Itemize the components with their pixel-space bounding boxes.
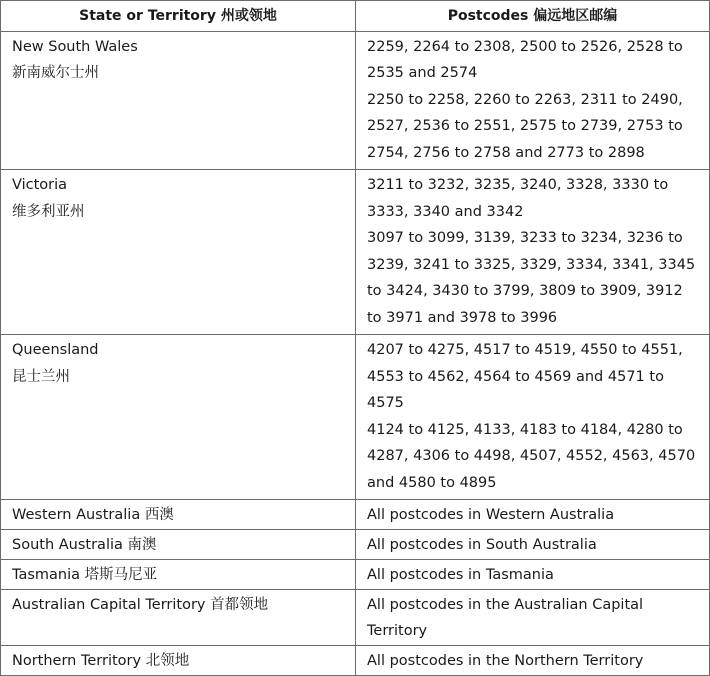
table-row <box>1 560 710 590</box>
postcodes-text: 3097 to 3099, 3139, 3233 to 3234, 3236 to 3239, 3241 to 3325, 3329, 3334, 3341, 3345 to 3424, 3430 to 3799, 3809 to 3909, 3912 to 3971 and 3978 to 3996 <box>367 230 696 326</box>
state-cell: South Australia 南澳 <box>1 530 356 560</box>
state-cell: Northern Territory 北领地 <box>1 646 356 676</box>
table-header <box>1 1 710 32</box>
table-row <box>1 646 710 676</box>
state-name-cn: 昆士兰州 <box>12 368 70 385</box>
table-row <box>1 590 710 646</box>
header-row <box>1 1 710 32</box>
postcodes-text: 4207 to 4275, 4517 to 4519, 4550 to 4551, 4553 to 4562, 4564 to 4569 and 4571 to 4575 <box>367 342 683 411</box>
header-postcodes: Postcodes 偏远地区邮编 <box>356 1 710 32</box>
table-row <box>1 170 710 335</box>
postcodes-cell <box>356 170 710 335</box>
state-cell <box>1 31 356 170</box>
postcodes-cell <box>356 31 710 170</box>
state-name-cn: 新南威尔士州 <box>12 65 99 81</box>
table-row <box>1 530 710 560</box>
table-row <box>1 31 710 170</box>
postcodes-cell <box>356 335 710 500</box>
header-state: State or Territory 州或领地 <box>1 1 356 32</box>
postcodes-cell: All postcodes in Western Australia <box>356 500 710 530</box>
postcodes-cell: All postcodes in Tasmania <box>356 560 710 590</box>
table-body <box>1 31 710 676</box>
postcodes-text: 2250 to 2258, 2260 to 2263, 2311 to 2490, 2527, 2536 to 2551, 2575 to 2739, 2753 to 2754, 2756 to 2758 and 2773 to 2898 <box>367 91 683 161</box>
postcodes-text: 4124 to 4125, 4133, 4183 to 4184, 4280 to 4287, 4306 to 4498, 4507, 4552, 4563, 4570 and 4580 to 4895 <box>367 421 696 491</box>
postcodes-cell: All postcodes in the Australian Capital Territory <box>356 590 710 646</box>
state-cell: Western Australia 西澳 <box>1 500 356 530</box>
state-name-cn: 维多利亚州 <box>12 203 85 220</box>
table-row <box>1 500 710 530</box>
state-cell <box>1 170 356 335</box>
postcodes-text: 2259, 2264 to 2308, 2500 to 2526, 2528 to 2535 and 2574 <box>367 38 683 81</box>
table-row <box>1 335 710 500</box>
state-name: New South Wales <box>12 38 138 55</box>
postcodes-cell: All postcodes in South Australia <box>356 530 710 560</box>
state-cell <box>1 335 356 500</box>
state-name: Queensland <box>12 342 99 358</box>
state-name: Victoria <box>12 177 68 193</box>
state-cell: Australian Capital Territory 首都领地 <box>1 590 356 646</box>
postcodes-cell: All postcodes in the Northern Territory <box>356 646 710 676</box>
postcodes-text: 3211 to 3232, 3235, 3240, 3328, 3330 to 3333, 3340 and 3342 <box>367 177 669 220</box>
state-cell: Tasmania 塔斯马尼亚 <box>1 560 356 590</box>
